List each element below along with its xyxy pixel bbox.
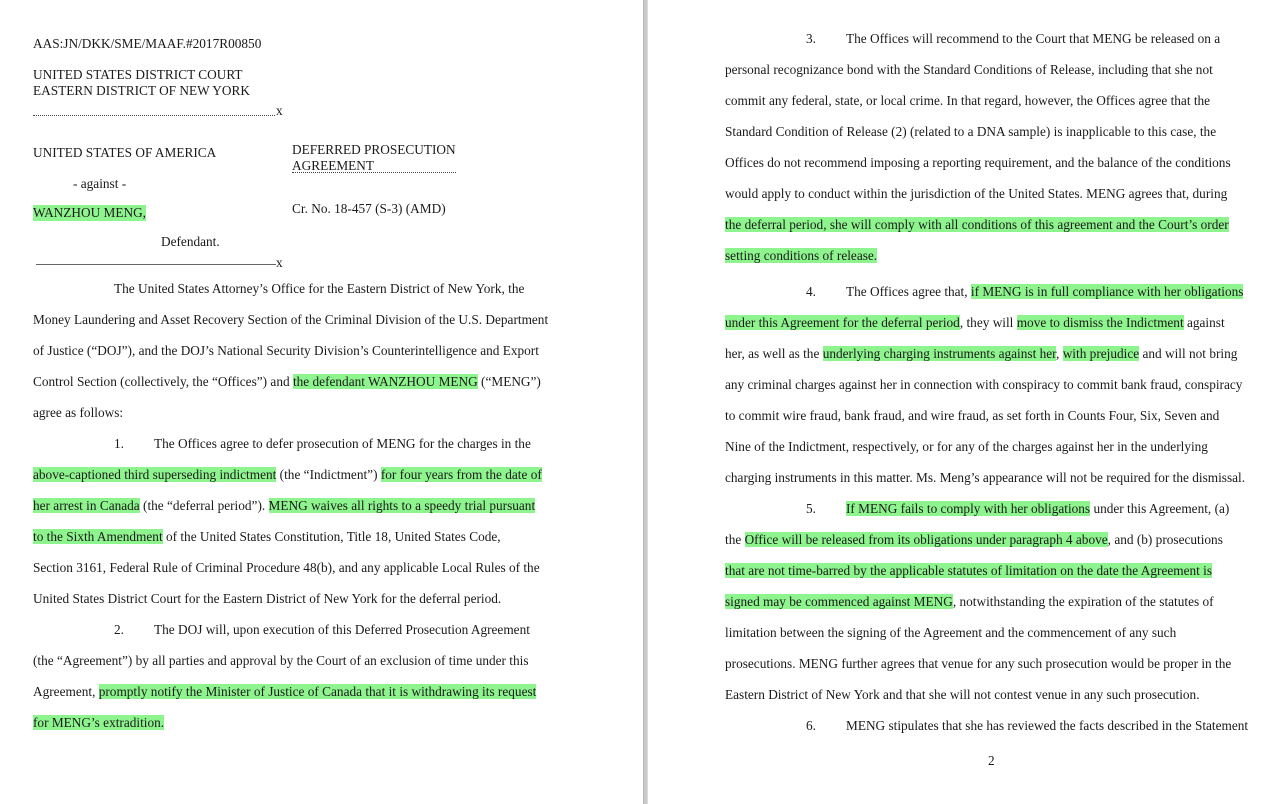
- para5-line: the Office will be released from its obligations under paragraph 4 above, and (b) prosecutions: [725, 532, 1223, 547]
- para3-line: Offices do not recommend imposing a reporting requirement, and the balance of the conditions: [725, 155, 1231, 170]
- court-name-line2: EASTERN DISTRICT OF NEW YORK: [33, 83, 250, 98]
- para5-line: Eastern District of New York and that she will not contest venue in any such prosecution.: [725, 687, 1200, 702]
- doc-type-line1: DEFERRED PROSECUTION: [292, 142, 456, 157]
- para3-line: [725, 217, 1229, 233]
- para1-line: Section 3161, Federal Rule of Criminal Procedure 48(b), and any applicable Local Rules of the: [33, 560, 540, 575]
- highlight: if MENG is in full compliance with her obligations: [970, 284, 1244, 299]
- caption-x-top: x: [276, 103, 283, 118]
- highlight: to the Sixth Amendment: [33, 529, 163, 544]
- para5-line: [725, 563, 1212, 579]
- highlight: MENG waives all rights to a speedy trial pursuant: [268, 498, 536, 513]
- highlight: under this Agreement for the deferral period: [725, 315, 960, 330]
- highlight: Office will be released from its obligations under paragraph 4 above: [744, 532, 1108, 547]
- highlight: If MENG fails to comply with her obligations: [846, 501, 1091, 516]
- para5-line: If MENG fails to comply with her obligations under this Agreement, (a): [846, 501, 1230, 516]
- para3-line: Standard Condition of Release (2) (related to a DNA sample) is inapplicable to this case, the: [725, 124, 1217, 139]
- doc-type-rule: [292, 172, 456, 173]
- para1-line: The Offices agree to defer prosecution of MENG for the charges in the: [154, 436, 531, 451]
- para3-line: commit any federal, state, or local crime. In that regard, however, the Offices agree that the: [725, 93, 1211, 108]
- defendant-name: WANZHOU MENG,: [33, 205, 147, 220]
- document-page-right: [648, 0, 1280, 804]
- para3-line: [725, 248, 877, 264]
- para4-line: charging instruments in this matter. Ms. Meng’s appearance will not be required for the dismissal.: [725, 470, 1246, 485]
- case-number: Cr. No. 18-457 (S-3) (AMD): [292, 201, 446, 216]
- para3-line: The Offices will recommend to the Court that MENG be released on a: [846, 31, 1221, 46]
- para5-number: 5.: [806, 501, 816, 516]
- highlight: move to dismiss the Indictment: [1016, 315, 1184, 330]
- highlight: setting conditions of release.: [725, 248, 878, 263]
- para1-line: her arrest in Canada (the “deferral period”). MENG waives all rights to a speedy trial pursuant: [33, 498, 536, 513]
- para4-line: under this Agreement for the deferral period, they will move to dismiss the Indictment against: [725, 315, 1225, 330]
- para5-line: prosecutions. MENG further agrees that venue for any such prosecution would be proper in the: [725, 656, 1232, 671]
- caption-rule-top: [33, 115, 275, 116]
- para4-number: 4.: [806, 284, 816, 299]
- para2-line: Agreement, promptly notify the Minister of Justice of Canada that it is withdrawing its request: [33, 684, 537, 699]
- intro-line: agree as follows:: [33, 405, 124, 420]
- page-number: 2: [988, 753, 995, 768]
- file-number: AAS:JN/DKK/SME/MAAF.#2017R00850: [33, 36, 262, 51]
- plaintiff-name: UNITED STATES OF AMERICA: [33, 145, 217, 160]
- para2-line: (the “Agreement”) by all parties and approval by the Court of an exclusion of time under this: [33, 653, 529, 668]
- para1-line: above-captioned third superseding indictment (the “Indictment”) for four years from the date of: [33, 467, 542, 482]
- para1-number: 1.: [114, 436, 124, 451]
- para6-line: MENG stipulates that she has reviewed the facts described in the Statement: [846, 718, 1249, 733]
- intro-line: Control Section (collectively, the “Offices”) and the defendant WANZHOU MENG (“MENG”): [33, 374, 541, 389]
- para4-line: her, as well as the underlying charging instruments against her, with prejudice and will not bring: [725, 346, 1238, 361]
- caption-rule-bottom: [36, 264, 276, 265]
- defendant-label: Defendant.: [161, 234, 220, 249]
- para4-line: Nine of the Indictment, respectively, or for any of the charges against her in the underlying: [725, 439, 1208, 454]
- para1-line: to the Sixth Amendment of the United States Constitution, Title 18, United States Code,: [33, 529, 501, 544]
- para3-number: 3.: [806, 31, 816, 46]
- doc-type-line2: AGREEMENT: [292, 158, 374, 173]
- para5-line: signed may be commenced against MENG, notwithstanding the expiration of the statutes of: [725, 594, 1214, 609]
- para2-number: 2.: [114, 622, 124, 637]
- against-label: - against -: [73, 176, 127, 191]
- highlight: above-captioned third superseding indictment: [33, 467, 277, 482]
- highlight: the defendant WANZHOU MENG: [292, 374, 478, 389]
- intro-line: of Justice (“DOJ”), and the DOJ’s National Security Division’s Counterintelligence and Export: [33, 343, 539, 358]
- para4-line: any criminal charges against her in connection with conspiracy to commit bank fraud, conspiracy: [725, 377, 1243, 392]
- para3-line: would apply to conduct within the jurisdiction of the United States. MENG agrees that, during: [725, 186, 1228, 201]
- caption-x-bottom: x: [276, 255, 283, 270]
- para1-line: United States District Court for the Eastern District of New York for the deferral period.: [33, 591, 502, 606]
- highlight: signed may be commenced against MENG: [725, 594, 953, 609]
- court-name-line1: UNITED STATES DISTRICT COURT: [33, 67, 243, 82]
- para6-number: 6.: [806, 718, 816, 733]
- highlight: with prejudice: [1062, 346, 1140, 361]
- highlight: underlying charging instruments against her: [822, 346, 1057, 361]
- highlight: for MENG’s extradition.: [33, 715, 165, 730]
- highlight: that are not time-barred by the applicable statutes of limitation on the date the Agreement is: [725, 563, 1213, 578]
- highlight: for four years from the date of: [380, 467, 542, 482]
- para3-line: personal recognizance bond with the Standard Conditions of Release, including that she not: [725, 62, 1213, 77]
- highlight: her arrest in Canada: [33, 498, 140, 513]
- para2-line: The DOJ will, upon execution of this Deferred Prosecution Agreement: [154, 622, 530, 637]
- para5-line: limitation between the signing of the Agreement and the commencement of any such: [725, 625, 1177, 640]
- para4-line: to commit wire fraud, bank fraud, and wire fraud, as set forth in Counts Four, Six, Seven and: [725, 408, 1220, 423]
- intro-line: The United States Attorney’s Office for the Eastern District of New York, the: [114, 281, 525, 296]
- para2-line: [33, 715, 164, 731]
- highlight: promptly notify the Minister of Justice of Canada that it is withdrawing its request: [98, 684, 537, 699]
- intro-line: Money Laundering and Asset Recovery Section of the Criminal Division of the U.S. Department: [33, 312, 549, 327]
- highlight: the deferral period, she will comply with all conditions of this agreement and the Court’s order: [725, 217, 1229, 232]
- para4-line: The Offices agree that, if MENG is in full compliance with her obligations: [846, 284, 1244, 299]
